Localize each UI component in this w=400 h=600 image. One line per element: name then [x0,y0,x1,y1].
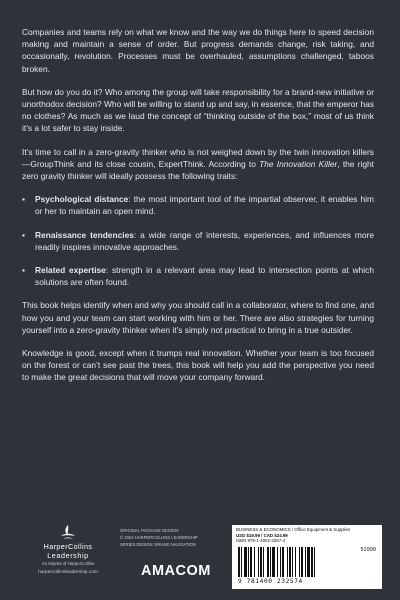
list-item [22,264,374,288]
list-item [22,193,374,217]
trait-description: : a wide range of interests, experiences, and influences more readily inspires innovative approaches. [35,229,374,252]
paragraph-text: , the right zero gravity thinker will ideally possess the following traits: [22,158,374,182]
barcode-bar [282,547,284,577]
barcode-bar [258,547,259,577]
publisher-url: harpercollinsleadership.com [38,570,98,575]
barcode-bar [299,547,300,577]
barcode [238,547,350,577]
trait-description: : the most important tool of the impartial observer, it enables him or her to maintain an open mind. [35,194,375,217]
barcode-bar [295,547,296,577]
trait-term: Related expertise [35,265,106,276]
cover-footer [0,518,400,600]
publisher-wordmark: AMACOM [141,563,211,579]
price-code: 51999 [360,547,376,553]
barcode-bar [248,547,249,577]
paragraph: Knowledge is good, except when it trumps real innovation. Whether your team is too focused on the forest or can’t see past the trees, this book will help you add the perspective you need to make the great decisions that will move your company forward. [22,348,374,383]
barcode-bar [287,547,288,577]
barcode-bar [260,547,262,577]
barcode-bar [254,547,255,577]
bullet-icon: ▪ [22,229,25,240]
design-credits [120,528,220,549]
barcode-panel [232,525,382,589]
bullet-icon: ▪ [22,265,25,276]
trait-term: Psychological distance [35,194,129,205]
barcode-bar [241,547,242,577]
logo-subtitle: Leadership [47,551,89,560]
publisher-logo [20,524,116,575]
barcode-bar [263,547,264,577]
back-cover-copy [22,26,374,395]
barcode-bar [305,547,306,577]
barcode-bar [238,547,240,577]
flame-icon [59,524,77,540]
logo-imprint: An Imprint of HarperCollins [41,561,95,566]
barcode-bar [307,547,310,577]
price-line: USD $19.99 / CAD $24.99 [236,532,288,538]
barcode-bar [244,547,247,577]
barcode-bar [277,547,278,577]
credit-line: © 2022 HARPERCOLLINS LEADERSHIP [120,535,198,540]
barcode-digits: 9 781400 232574 [238,578,303,585]
book-title: The Innovation Killer [259,158,338,169]
barcode-bar [270,547,271,577]
paragraph: Companies and teams rely on what we know and the way we do things here to speed decision making and maintain a sense of order. But progress demands change, risk taking, and occasionally, revolution. Processes must be overhauled, assumptions challenged, taboos broken. [22,27,374,74]
barcode-bar [311,547,313,577]
barcode-bar [314,547,315,577]
logo-name: HarperCollins [43,542,93,551]
isbn-line: ISBN 978-1-4002-3257-4 [236,538,286,544]
traits-list [22,193,374,288]
trait-description: : strength in a relevant area may lead to intersection points at which solutions are often found. [35,265,374,288]
barcode-bar [280,547,281,577]
barcode-bar [267,547,269,577]
paragraph [22,146,374,183]
trait-term: Renaissance tendencies [35,229,134,240]
barcode-bar [301,547,303,577]
paragraph-text: It’s time to call in a zero-gravity thinker who is not weighed down by the twin innovation killers—GroupThink and its close cousin, ExpertThink. According to [22,146,374,169]
credit-line: ORIGINAL PACKAGE DESIGN: [120,528,180,533]
barcode-bar [289,547,291,577]
barcode-bar [272,547,275,577]
category-line: BUSINESS & ECONOMICS / Office Equipment & Supplies [236,527,351,532]
paragraph: This book helps identify when and why you should call in a collaborator, where to find one, and how you and your team can start working with him or her. There are also strategies for turning yourself into a zero-gravity thinker when it’s simply not practical to bring in a true outsider. [22,300,374,335]
barcode-bar [250,547,252,577]
barcode-bar [292,547,293,577]
credit-line: SERIES DESIGN: BRAND NAVIGATION [120,542,196,547]
paragraph: But how do you do it? Who among the group will take responsibility for a brand-new initiative or unorthodox decision? Who will be willing to stand up and say, in essence, that the emperor has no clothes? As much as we laud the concept of “thinking outside of the box,” most of us think it’s a lot safer to stay inside. [22,86,374,134]
list-item [22,229,374,253]
bullet-icon: ▪ [22,194,25,205]
